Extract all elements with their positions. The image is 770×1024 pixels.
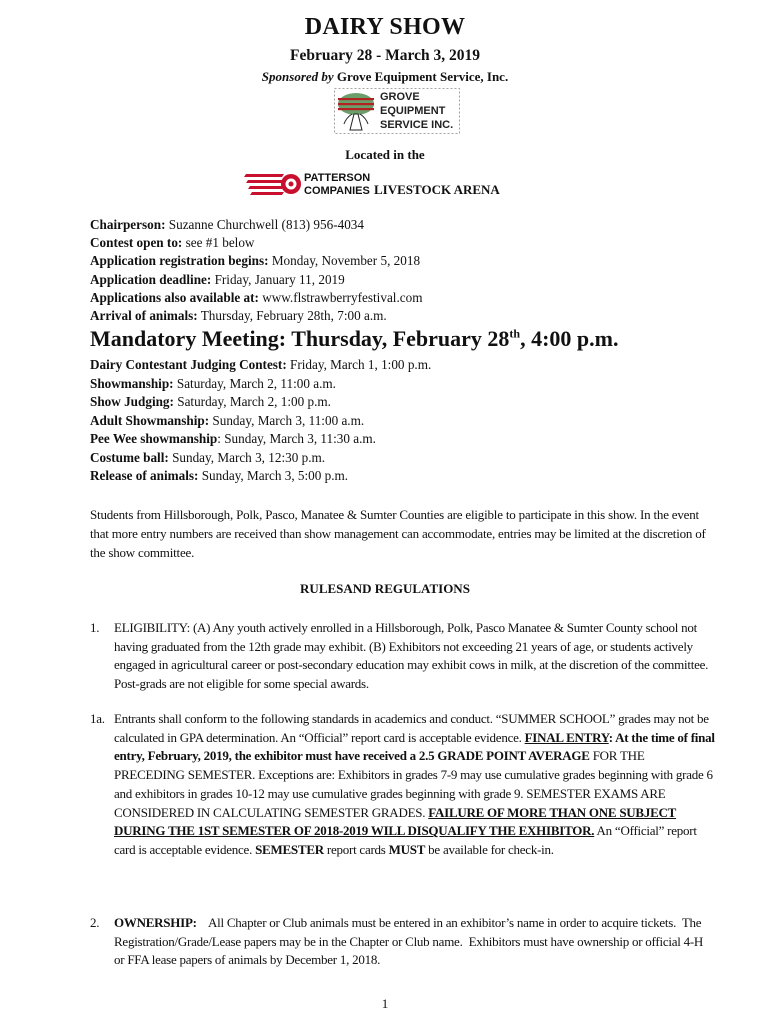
- info-value: Monday, November 5, 2018: [268, 253, 421, 269]
- patterson-companies-logo: [244, 168, 534, 196]
- located-in-label: Located in the: [345, 147, 425, 162]
- patterson-logo-line-2: COMPANIES: [304, 185, 370, 196]
- schedule-row: [90, 449, 431, 468]
- schedule-value: Sunday, March 3, 12:30 p.m.: [168, 449, 326, 465]
- rule-item-2: [90, 914, 715, 970]
- info-label: Chairperson:: [90, 217, 166, 232]
- schedule-value: Sunday, March 3, 5:00 p.m.: [198, 468, 349, 483]
- final-entry-label: FINAL ENTRY: [524, 729, 609, 745]
- rule-number: 1.: [90, 620, 100, 635]
- rule-text: [114, 914, 715, 970]
- info-label: Contest open to:: [90, 235, 183, 251]
- info-value-website[interactable]: www.flstrawberryfestival.com: [258, 289, 423, 305]
- rule-text-part: FOR THE PRECEDING SEMESTER. Exceptions are: Exhibitors in grades 7-9 may use cumulative grades beginning with grade 6 and exhibitors in grades 10-12 may use cumulative grades beginning with grade 9. SEMESTER EXAMS ARE CONSIDERED IN CALCULATING SEMESTER GRADES.: [114, 748, 713, 820]
- grove-logo-line-1: GROVE: [380, 91, 420, 103]
- schedule-label: Costume ball:: [90, 449, 169, 465]
- page-title: DAIRY SHOW: [304, 14, 466, 40]
- schedule-label: Dairy Contestant Judging Contest:: [90, 357, 287, 372]
- schedule-row: [90, 467, 431, 486]
- gpa-requirement: : At the time of final entry, February, 2019, the exhibitor must have received a 2.5 GRADE POINT AVERAGE: [114, 729, 715, 764]
- info-value: Thursday, February 28th, 7:00 a.m.: [197, 308, 387, 324]
- patterson-logo-line-1: PATTERSON: [304, 172, 371, 184]
- grove-logo-line-2: EQUIPMENT: [380, 105, 446, 117]
- schedule-label: Showmanship:: [90, 375, 174, 391]
- schedule-label: Pee Wee showmanship: [90, 431, 218, 446]
- info-row: [90, 234, 422, 252]
- must-emphasis: MUST: [388, 841, 426, 857]
- mandatory-meeting-heading: [90, 326, 618, 352]
- rule-item-1: [90, 619, 715, 694]
- tree-icon: [338, 93, 374, 130]
- grove-equipment-logo: [334, 88, 460, 134]
- rule-item-1a: [90, 710, 715, 860]
- sponsored-by-label: Sponsored by: [261, 69, 334, 84]
- rules-heading: RULESAND REGULATIONS: [300, 581, 470, 596]
- info-label: Application registration begins:: [90, 253, 269, 269]
- eligibility-paragraph: Students from Hillsborough, Polk, Pasco, Manatee & Sumter Counties are eligible to participate in this show. In the event that more entry numbers are received than show management can accommodate, entries may be limited at the discretion of the show committee.: [90, 507, 706, 560]
- schedule-label: Release of animals:: [90, 468, 199, 483]
- ownership-label: OWNERSHIP:: [114, 915, 197, 930]
- schedule-row: [90, 375, 431, 394]
- rule-number: 1a.: [90, 711, 105, 726]
- patterson-stripes-icon: [244, 174, 301, 195]
- semester-emphasis: SEMESTER: [255, 841, 324, 857]
- grove-logo-line-3: SERVICE INC.: [380, 119, 454, 131]
- info-row: [90, 289, 422, 307]
- mandatory-time: , 4:00 p.m.: [520, 326, 619, 351]
- info-row: [90, 271, 422, 289]
- info-label: Applications also available at:: [90, 289, 259, 305]
- info-row: [90, 307, 422, 325]
- schedule-row: [90, 430, 431, 449]
- schedule-value: Friday, March 1, 1:00 p.m.: [286, 357, 432, 372]
- contact-info-block: [90, 216, 422, 325]
- schedule-value: Saturday, March 2, 1:00 p.m.: [173, 394, 331, 409]
- info-value: see #1 below: [182, 235, 255, 251]
- schedule-row: [90, 412, 431, 431]
- info-value: Suzanne Churchwell (813) 956-4034: [165, 217, 364, 232]
- schedule-value: : Sunday, March 3, 11:30 a.m.: [217, 431, 376, 446]
- info-row: [90, 252, 422, 270]
- rule-text-part: All Chapter or Club animals must be entered in an exhibitor’s name in order to acquire tickets. The Registration/Grade/Lease papers may be in the Chapter or Club name. Exhibitors must have ownership or official 4-H or FFA lease papers of animals by December 1, 2018.: [114, 915, 707, 968]
- rule-number: 2.: [90, 915, 100, 930]
- info-label: Application deadline:: [90, 271, 212, 287]
- sponsor-name: Grove Equipment Service, Inc.: [336, 69, 509, 84]
- rule-text-part: An “Official” report card is acceptable evidence.: [114, 823, 697, 857]
- event-schedule: [90, 356, 431, 486]
- mandatory-superscript: th: [509, 326, 521, 341]
- schedule-value: Sunday, March 3, 11:00 a.m.: [209, 412, 365, 428]
- schedule-label: Adult Showmanship:: [90, 412, 210, 428]
- disqualify-warning: FAILURE OF MORE THAN ONE SUBJECT DURING THE 1ST SEMESTER OF 2018-2019 WILL DISQUALIFY THE EXHIBITOR.: [114, 804, 677, 839]
- schedule-row: [90, 356, 431, 375]
- page-number: 1: [381, 996, 389, 1011]
- rule-text: ELIGIBILITY: (A) Any youth actively enrolled in a Hillsborough, Polk, Pasco Manatee & Sumter County school not having graduated from the 12th grade may exhibit. (B) Exhibitors not exceeding 21 years of age, or students actively engaged in agricultural career or post-secondary education may exhibit cows in milk, at the discretion of the committee. Post-grads are not eligible for some special awards.: [114, 620, 709, 692]
- schedule-label: Show Judging:: [90, 394, 174, 409]
- rule-text-part: Entrants shall conform to the following standards in academics and conduct. “SUMMER SCHOOL” grades may not be calculated in GPA determination. An “Official” report card is acceptable evidence.: [114, 711, 709, 745]
- info-label: Arrival of animals:: [90, 308, 198, 324]
- mandatory-text: Mandatory Meeting: Thursday, February 28: [90, 326, 510, 351]
- rule-text-part: report cards: [323, 841, 389, 857]
- schedule-value: Saturday, March 2, 11:00 a.m.: [173, 375, 336, 391]
- rule-text-part: be available for check-in.: [425, 841, 554, 857]
- arena-label: LIVESTOCK ARENA: [374, 182, 500, 196]
- info-value: Friday, January 11, 2019: [211, 271, 345, 287]
- schedule-row: [90, 393, 431, 412]
- event-dates: February 28 - March 3, 2019: [290, 47, 480, 64]
- rule-text: [114, 710, 715, 860]
- info-row: [90, 216, 422, 234]
- sponsor-line: [0, 69, 770, 85]
